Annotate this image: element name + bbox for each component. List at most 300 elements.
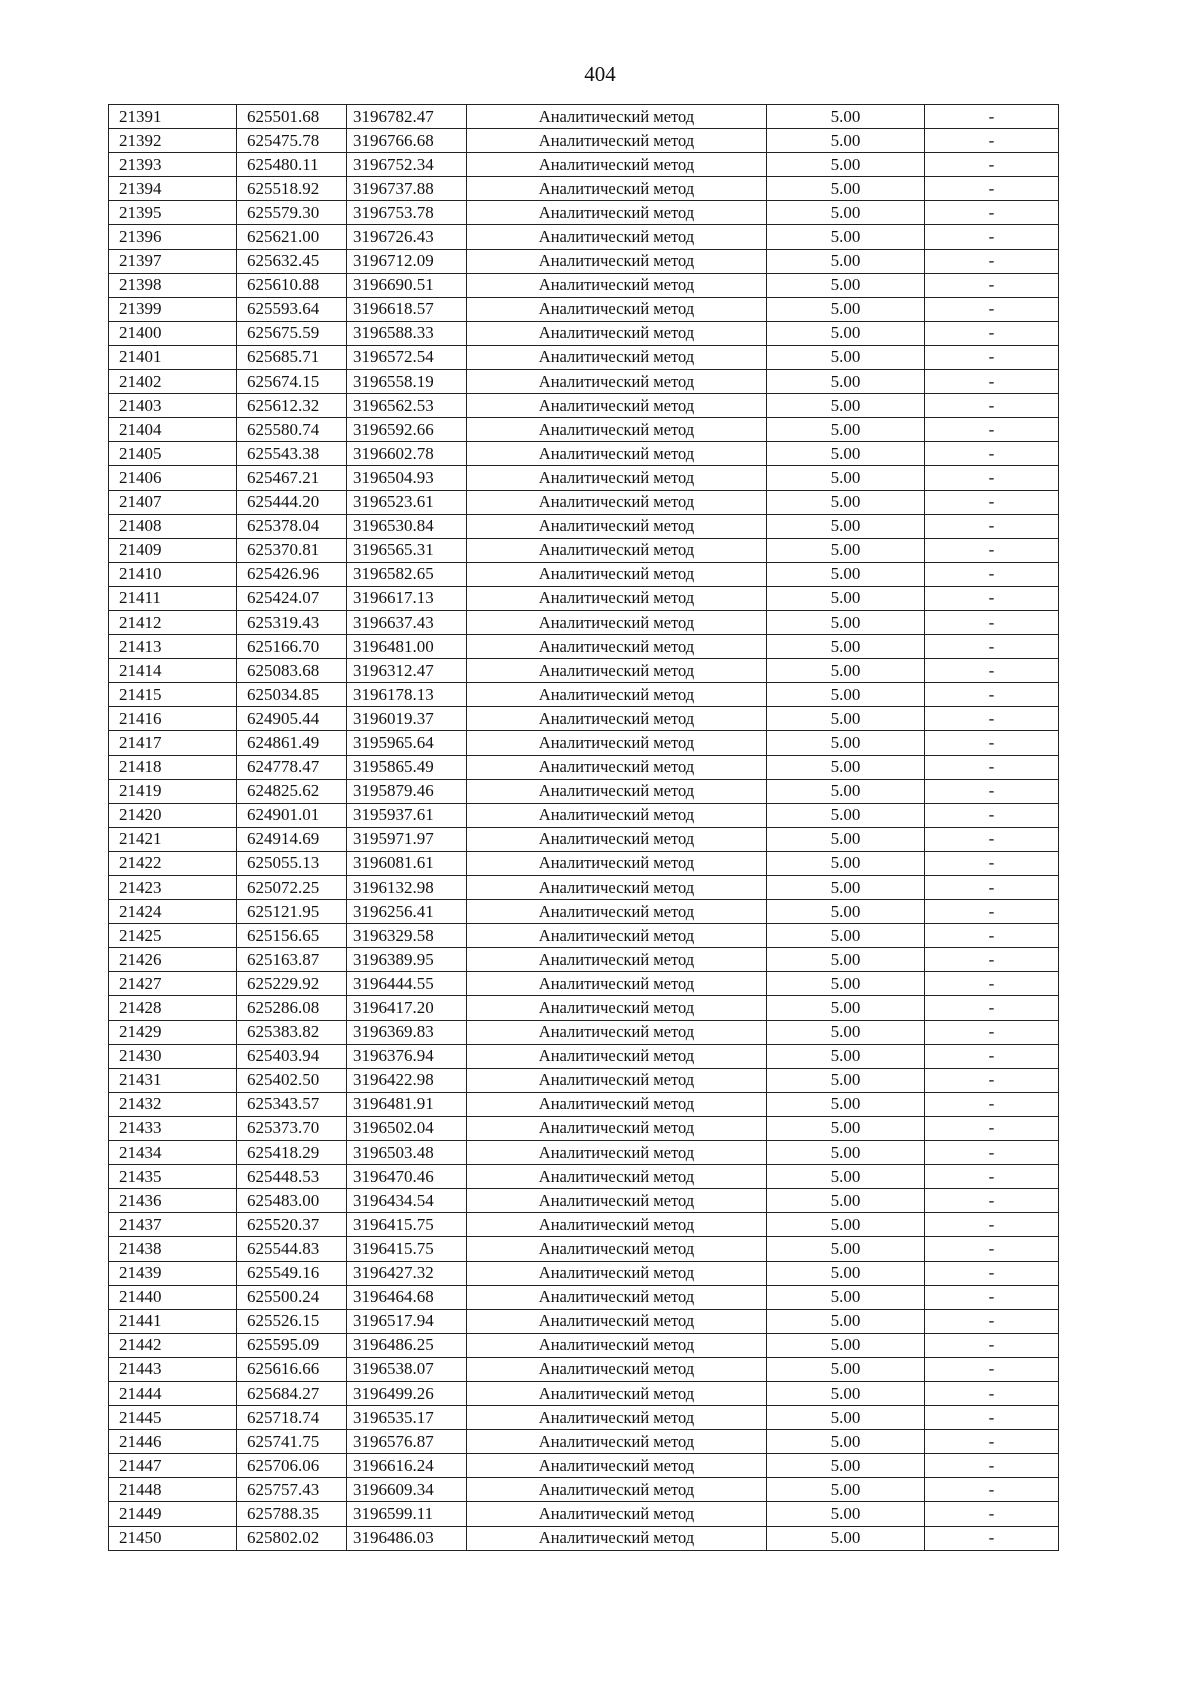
x-coordinate-cell: 625621.00 (237, 225, 347, 249)
accuracy-cell: 5.00 (767, 490, 925, 514)
note-cell: - (925, 972, 1059, 996)
method-cell: Аналитический метод (467, 1406, 767, 1430)
note-cell: - (925, 1165, 1059, 1189)
note-cell: - (925, 1020, 1059, 1044)
x-coordinate-cell: 624914.69 (237, 827, 347, 851)
table-row (109, 1237, 1059, 1261)
x-coordinate-cell: 625426.96 (237, 562, 347, 586)
method-cell: Аналитический метод (467, 659, 767, 683)
accuracy-cell: 5.00 (767, 876, 925, 900)
note-cell: - (925, 996, 1059, 1020)
note-cell: - (925, 345, 1059, 369)
accuracy-cell: 5.00 (767, 442, 925, 466)
y-coordinate-cell: 3196609.34 (347, 1478, 467, 1502)
table-row (109, 490, 1059, 514)
table-row (109, 370, 1059, 394)
accuracy-cell: 5.00 (767, 1213, 925, 1237)
accuracy-cell: 5.00 (767, 1020, 925, 1044)
note-cell: - (925, 442, 1059, 466)
x-coordinate-cell: 625448.53 (237, 1165, 347, 1189)
y-coordinate-cell: 3196502.04 (347, 1116, 467, 1140)
accuracy-cell: 5.00 (767, 1381, 925, 1405)
point-number-cell: 21447 (109, 1454, 237, 1478)
y-coordinate-cell: 3195879.46 (347, 779, 467, 803)
x-coordinate-cell: 625480.11 (237, 153, 347, 177)
table-row (109, 225, 1059, 249)
table-row (109, 876, 1059, 900)
point-number-cell: 21417 (109, 731, 237, 755)
point-number-cell: 21418 (109, 755, 237, 779)
y-coordinate-cell: 3196504.93 (347, 466, 467, 490)
method-cell: Аналитический метод (467, 562, 767, 586)
y-coordinate-cell: 3196486.03 (347, 1526, 467, 1550)
point-number-cell: 21396 (109, 225, 237, 249)
note-cell: - (925, 610, 1059, 634)
point-number-cell: 21429 (109, 1020, 237, 1044)
table-row (109, 273, 1059, 297)
coordinates-table (108, 104, 1059, 1551)
x-coordinate-cell: 625593.64 (237, 297, 347, 321)
method-cell: Аналитический метод (467, 827, 767, 851)
y-coordinate-cell: 3196782.47 (347, 105, 467, 129)
method-cell: Аналитический метод (467, 490, 767, 514)
point-number-cell: 21439 (109, 1261, 237, 1285)
accuracy-cell: 5.00 (767, 1116, 925, 1140)
table-row (109, 900, 1059, 924)
accuracy-cell: 5.00 (767, 924, 925, 948)
method-cell: Аналитический метод (467, 1478, 767, 1502)
method-cell: Аналитический метод (467, 803, 767, 827)
y-coordinate-cell: 3196523.61 (347, 490, 467, 514)
method-cell: Аналитический метод (467, 851, 767, 875)
table-row (109, 394, 1059, 418)
table-row (109, 1213, 1059, 1237)
point-number-cell: 21438 (109, 1237, 237, 1261)
point-number-cell: 21400 (109, 321, 237, 345)
accuracy-cell: 5.00 (767, 827, 925, 851)
accuracy-cell: 5.00 (767, 1092, 925, 1116)
table-row (109, 1044, 1059, 1068)
x-coordinate-cell: 625163.87 (237, 948, 347, 972)
x-coordinate-cell: 625675.59 (237, 321, 347, 345)
x-coordinate-cell: 625383.82 (237, 1020, 347, 1044)
y-coordinate-cell: 3196576.87 (347, 1430, 467, 1454)
y-coordinate-cell: 3196690.51 (347, 273, 467, 297)
note-cell: - (925, 731, 1059, 755)
x-coordinate-cell: 625616.66 (237, 1357, 347, 1381)
table-row (109, 201, 1059, 225)
note-cell: - (925, 490, 1059, 514)
x-coordinate-cell: 625229.92 (237, 972, 347, 996)
method-cell: Аналитический метод (467, 586, 767, 610)
accuracy-cell: 5.00 (767, 466, 925, 490)
table-row (109, 610, 1059, 634)
point-number-cell: 21448 (109, 1478, 237, 1502)
table-row (109, 1454, 1059, 1478)
method-cell: Аналитический метод (467, 1213, 767, 1237)
table-row (109, 707, 1059, 731)
point-number-cell: 21412 (109, 610, 237, 634)
point-number-cell: 21437 (109, 1213, 237, 1237)
note-cell: - (925, 1406, 1059, 1430)
x-coordinate-cell: 625706.06 (237, 1454, 347, 1478)
accuracy-cell: 5.00 (767, 1141, 925, 1165)
accuracy-cell: 5.00 (767, 1261, 925, 1285)
table-row (109, 105, 1059, 129)
method-cell: Аналитический метод (467, 972, 767, 996)
point-number-cell: 21450 (109, 1526, 237, 1550)
y-coordinate-cell: 3196535.17 (347, 1406, 467, 1430)
point-number-cell: 21445 (109, 1406, 237, 1430)
x-coordinate-cell: 625055.13 (237, 851, 347, 875)
y-coordinate-cell: 3195865.49 (347, 755, 467, 779)
note-cell: - (925, 635, 1059, 659)
method-cell: Аналитический метод (467, 635, 767, 659)
accuracy-cell: 5.00 (767, 1454, 925, 1478)
table-row (109, 562, 1059, 586)
method-cell: Аналитический метод (467, 948, 767, 972)
x-coordinate-cell: 625373.70 (237, 1116, 347, 1140)
note-cell: - (925, 1141, 1059, 1165)
method-cell: Аналитический метод (467, 249, 767, 273)
accuracy-cell: 5.00 (767, 803, 925, 827)
y-coordinate-cell: 3196602.78 (347, 442, 467, 466)
accuracy-cell: 5.00 (767, 900, 925, 924)
method-cell: Аналитический метод (467, 1116, 767, 1140)
method-cell: Аналитический метод (467, 321, 767, 345)
x-coordinate-cell: 624778.47 (237, 755, 347, 779)
note-cell: - (925, 948, 1059, 972)
method-cell: Аналитический метод (467, 1285, 767, 1309)
x-coordinate-cell: 625475.78 (237, 129, 347, 153)
y-coordinate-cell: 3195965.64 (347, 731, 467, 755)
accuracy-cell: 5.00 (767, 1189, 925, 1213)
method-cell: Аналитический метод (467, 177, 767, 201)
accuracy-cell: 5.00 (767, 972, 925, 996)
table-row (109, 1092, 1059, 1116)
method-cell: Аналитический метод (467, 1381, 767, 1405)
accuracy-cell: 5.00 (767, 201, 925, 225)
method-cell: Аналитический метод (467, 1237, 767, 1261)
note-cell: - (925, 1309, 1059, 1333)
note-cell: - (925, 249, 1059, 273)
accuracy-cell: 5.00 (767, 1044, 925, 1068)
point-number-cell: 21399 (109, 297, 237, 321)
note-cell: - (925, 1261, 1059, 1285)
method-cell: Аналитический метод (467, 1502, 767, 1526)
x-coordinate-cell: 625072.25 (237, 876, 347, 900)
note-cell: - (925, 273, 1059, 297)
x-coordinate-cell: 624861.49 (237, 731, 347, 755)
table-row (109, 1116, 1059, 1140)
y-coordinate-cell: 3196588.33 (347, 321, 467, 345)
y-coordinate-cell: 3196470.46 (347, 1165, 467, 1189)
x-coordinate-cell: 625610.88 (237, 273, 347, 297)
table-row (109, 514, 1059, 538)
accuracy-cell: 5.00 (767, 1357, 925, 1381)
y-coordinate-cell: 3196464.68 (347, 1285, 467, 1309)
note-cell: - (925, 321, 1059, 345)
method-cell: Аналитический метод (467, 900, 767, 924)
method-cell: Аналитический метод (467, 1141, 767, 1165)
y-coordinate-cell: 3196081.61 (347, 851, 467, 875)
x-coordinate-cell: 625544.83 (237, 1237, 347, 1261)
table-row (109, 538, 1059, 562)
point-number-cell: 21404 (109, 418, 237, 442)
table-row (109, 948, 1059, 972)
point-number-cell: 21414 (109, 659, 237, 683)
y-coordinate-cell: 3196562.53 (347, 394, 467, 418)
method-cell: Аналитический метод (467, 370, 767, 394)
point-number-cell: 21394 (109, 177, 237, 201)
table-row (109, 1406, 1059, 1430)
table-row (109, 297, 1059, 321)
method-cell: Аналитический метод (467, 731, 767, 755)
point-number-cell: 21397 (109, 249, 237, 273)
table-row (109, 345, 1059, 369)
x-coordinate-cell: 625483.00 (237, 1189, 347, 1213)
accuracy-cell: 5.00 (767, 249, 925, 273)
point-number-cell: 21440 (109, 1285, 237, 1309)
x-coordinate-cell: 625595.09 (237, 1333, 347, 1357)
x-coordinate-cell: 625424.07 (237, 586, 347, 610)
table-row (109, 1141, 1059, 1165)
note-cell: - (925, 1237, 1059, 1261)
accuracy-cell: 5.00 (767, 731, 925, 755)
x-coordinate-cell: 625788.35 (237, 1502, 347, 1526)
accuracy-cell: 5.00 (767, 586, 925, 610)
note-cell: - (925, 297, 1059, 321)
table-row (109, 1502, 1059, 1526)
x-coordinate-cell: 625083.68 (237, 659, 347, 683)
y-coordinate-cell: 3195937.61 (347, 803, 467, 827)
point-number-cell: 21409 (109, 538, 237, 562)
x-coordinate-cell: 625685.71 (237, 345, 347, 369)
table-row (109, 851, 1059, 875)
table-row (109, 1068, 1059, 1092)
method-cell: Аналитический метод (467, 1309, 767, 1333)
point-number-cell: 21421 (109, 827, 237, 851)
note-cell: - (925, 466, 1059, 490)
table-row (109, 249, 1059, 273)
accuracy-cell: 5.00 (767, 1285, 925, 1309)
method-cell: Аналитический метод (467, 1454, 767, 1478)
accuracy-cell: 5.00 (767, 1478, 925, 1502)
point-number-cell: 21419 (109, 779, 237, 803)
y-coordinate-cell: 3196538.07 (347, 1357, 467, 1381)
accuracy-cell: 5.00 (767, 1526, 925, 1550)
note-cell: - (925, 177, 1059, 201)
method-cell: Аналитический метод (467, 779, 767, 803)
x-coordinate-cell: 625741.75 (237, 1430, 347, 1454)
y-coordinate-cell: 3196481.00 (347, 635, 467, 659)
x-coordinate-cell: 625518.92 (237, 177, 347, 201)
y-coordinate-cell: 3196617.13 (347, 586, 467, 610)
method-cell: Аналитический метод (467, 1044, 767, 1068)
method-cell: Аналитический метод (467, 466, 767, 490)
y-coordinate-cell: 3196766.68 (347, 129, 467, 153)
note-cell: - (925, 755, 1059, 779)
point-number-cell: 21410 (109, 562, 237, 586)
point-number-cell: 21403 (109, 394, 237, 418)
point-number-cell: 21441 (109, 1309, 237, 1333)
y-coordinate-cell: 3196753.78 (347, 201, 467, 225)
point-number-cell: 21426 (109, 948, 237, 972)
y-coordinate-cell: 3196481.91 (347, 1092, 467, 1116)
table-row (109, 1309, 1059, 1333)
point-number-cell: 21442 (109, 1333, 237, 1357)
table-row (109, 972, 1059, 996)
x-coordinate-cell: 625718.74 (237, 1406, 347, 1430)
accuracy-cell: 5.00 (767, 321, 925, 345)
x-coordinate-cell: 625378.04 (237, 514, 347, 538)
y-coordinate-cell: 3196752.34 (347, 153, 467, 177)
x-coordinate-cell: 625549.16 (237, 1261, 347, 1285)
point-number-cell: 21427 (109, 972, 237, 996)
y-coordinate-cell: 3196558.19 (347, 370, 467, 394)
y-coordinate-cell: 3196503.48 (347, 1141, 467, 1165)
y-coordinate-cell: 3196132.98 (347, 876, 467, 900)
note-cell: - (925, 707, 1059, 731)
note-cell: - (925, 1285, 1059, 1309)
y-coordinate-cell: 3196517.94 (347, 1309, 467, 1333)
y-coordinate-cell: 3196417.20 (347, 996, 467, 1020)
accuracy-cell: 5.00 (767, 755, 925, 779)
point-number-cell: 21446 (109, 1430, 237, 1454)
x-coordinate-cell: 625370.81 (237, 538, 347, 562)
accuracy-cell: 5.00 (767, 683, 925, 707)
point-number-cell: 21443 (109, 1357, 237, 1381)
method-cell: Аналитический метод (467, 1068, 767, 1092)
x-coordinate-cell: 625612.32 (237, 394, 347, 418)
note-cell: - (925, 129, 1059, 153)
point-number-cell: 21434 (109, 1141, 237, 1165)
note-cell: - (925, 1454, 1059, 1478)
accuracy-cell: 5.00 (767, 394, 925, 418)
point-number-cell: 21436 (109, 1189, 237, 1213)
table-row (109, 418, 1059, 442)
x-coordinate-cell: 625319.43 (237, 610, 347, 634)
accuracy-cell: 5.00 (767, 1502, 925, 1526)
note-cell: - (925, 779, 1059, 803)
y-coordinate-cell: 3196019.37 (347, 707, 467, 731)
note-cell: - (925, 1189, 1059, 1213)
note-cell: - (925, 514, 1059, 538)
accuracy-cell: 5.00 (767, 635, 925, 659)
point-number-cell: 21435 (109, 1165, 237, 1189)
method-cell: Аналитический метод (467, 707, 767, 731)
accuracy-cell: 5.00 (767, 1430, 925, 1454)
point-number-cell: 21405 (109, 442, 237, 466)
point-number-cell: 21393 (109, 153, 237, 177)
table-row (109, 1333, 1059, 1357)
table-row (109, 924, 1059, 948)
method-cell: Аналитический метод (467, 514, 767, 538)
x-coordinate-cell: 625500.24 (237, 1285, 347, 1309)
accuracy-cell: 5.00 (767, 345, 925, 369)
y-coordinate-cell: 3196486.25 (347, 1333, 467, 1357)
x-coordinate-cell: 625526.15 (237, 1309, 347, 1333)
y-coordinate-cell: 3196530.84 (347, 514, 467, 538)
table-row (109, 177, 1059, 201)
method-cell: Аналитический метод (467, 996, 767, 1020)
note-cell: - (925, 418, 1059, 442)
accuracy-cell: 5.00 (767, 1237, 925, 1261)
note-cell: - (925, 1213, 1059, 1237)
accuracy-cell: 5.00 (767, 1406, 925, 1430)
point-number-cell: 21433 (109, 1116, 237, 1140)
page-number: 404 (584, 62, 616, 86)
note-cell: - (925, 1068, 1059, 1092)
x-coordinate-cell: 625543.38 (237, 442, 347, 466)
method-cell: Аналитический метод (467, 1261, 767, 1285)
y-coordinate-cell: 3196618.57 (347, 297, 467, 321)
table-row (109, 996, 1059, 1020)
x-coordinate-cell: 625418.29 (237, 1141, 347, 1165)
y-coordinate-cell: 3196599.11 (347, 1502, 467, 1526)
note-cell: - (925, 851, 1059, 875)
y-coordinate-cell: 3196572.54 (347, 345, 467, 369)
x-coordinate-cell: 625343.57 (237, 1092, 347, 1116)
note-cell: - (925, 370, 1059, 394)
x-coordinate-cell: 625444.20 (237, 490, 347, 514)
y-coordinate-cell: 3196369.83 (347, 1020, 467, 1044)
table-row (109, 803, 1059, 827)
point-number-cell: 21444 (109, 1381, 237, 1405)
note-cell: - (925, 900, 1059, 924)
y-coordinate-cell: 3196415.75 (347, 1213, 467, 1237)
accuracy-cell: 5.00 (767, 153, 925, 177)
point-number-cell: 21428 (109, 996, 237, 1020)
note-cell: - (925, 876, 1059, 900)
point-number-cell: 21431 (109, 1068, 237, 1092)
note-cell: - (925, 153, 1059, 177)
table-row (109, 659, 1059, 683)
x-coordinate-cell: 625674.15 (237, 370, 347, 394)
method-cell: Аналитический метод (467, 755, 767, 779)
method-cell: Аналитический метод (467, 1092, 767, 1116)
y-coordinate-cell: 3196434.54 (347, 1189, 467, 1213)
point-number-cell: 21406 (109, 466, 237, 490)
note-cell: - (925, 105, 1059, 129)
y-coordinate-cell: 3196256.41 (347, 900, 467, 924)
point-number-cell: 21395 (109, 201, 237, 225)
point-number-cell: 21401 (109, 345, 237, 369)
method-cell: Аналитический метод (467, 610, 767, 634)
point-number-cell: 21449 (109, 1502, 237, 1526)
table-row (109, 779, 1059, 803)
method-cell: Аналитический метод (467, 273, 767, 297)
method-cell: Аналитический метод (467, 1020, 767, 1044)
accuracy-cell: 5.00 (767, 105, 925, 129)
table-row (109, 731, 1059, 755)
coordinates-table-container (108, 104, 1058, 1551)
method-cell: Аналитический метод (467, 1189, 767, 1213)
note-cell: - (925, 225, 1059, 249)
method-cell: Аналитический метод (467, 394, 767, 418)
y-coordinate-cell: 3196312.47 (347, 659, 467, 683)
note-cell: - (925, 1333, 1059, 1357)
note-cell: - (925, 1502, 1059, 1526)
note-cell: - (925, 394, 1059, 418)
accuracy-cell: 5.00 (767, 659, 925, 683)
x-coordinate-cell: 625684.27 (237, 1381, 347, 1405)
accuracy-cell: 5.00 (767, 418, 925, 442)
method-cell: Аналитический метод (467, 1165, 767, 1189)
note-cell: - (925, 1478, 1059, 1502)
y-coordinate-cell: 3196616.24 (347, 1454, 467, 1478)
y-coordinate-cell: 3196444.55 (347, 972, 467, 996)
